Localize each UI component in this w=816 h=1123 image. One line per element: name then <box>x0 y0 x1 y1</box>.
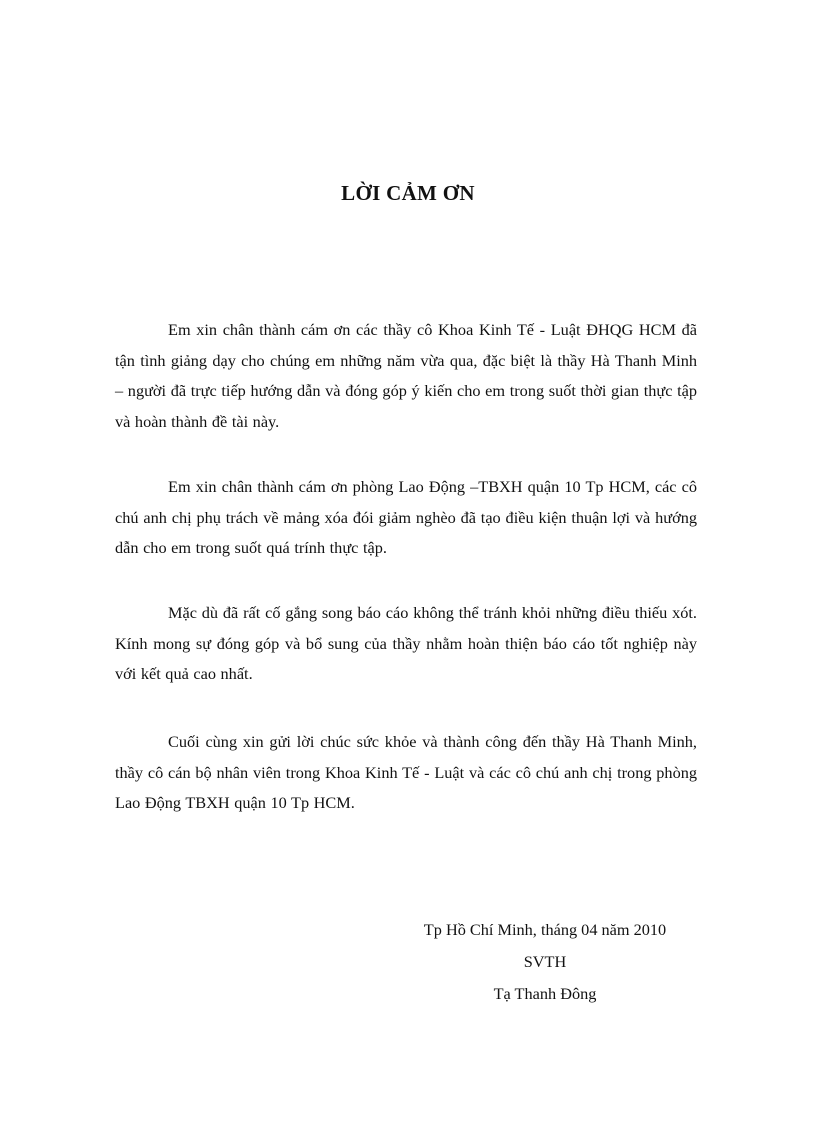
paragraph-closing-wishes: Cuối cùng xin gửi lời chúc sức khỏe và thành công đến thầy Hà Thanh Minh, thầy cô cán bộ nhân viên trong Khoa Kinh Tế - Luật và các cô chú anh chị trong phòng Lao Động TBXH quận 10 Tp HCM. <box>115 732 697 812</box>
signature-role: SVTH <box>523 952 567 971</box>
signature-block <box>395 914 695 1010</box>
paragraph-thanks-faculty: Em xin chân thành cám ơn các thầy cô Khoa Kinh Tế - Luật ĐHQG HCM đã tận tình giảng dạy cho chúng em những năm vừa qua, đặc biệt là thầy Hà Thanh Minh – người đã trực tiếp hướng dẫn và đóng góp ý kiến cho em trong suốt thời gian thực tập và hoàn thành đề tài này. <box>115 320 697 431</box>
signature-name: Tạ Thanh Đông <box>493 984 597 1003</box>
paragraph-thanks-office: Em xin chân thành cám ơn phòng Lao Động –TBXH quận 10 Tp HCM, các cô chú anh chị phụ trách về mảng xóa đói giảm nghèo đã tạo điều kiện thuận lợi và hướng dẫn cho em trong suốt quá trính thực tập. <box>115 477 697 557</box>
page-title: LỜI CẢM ƠN <box>341 181 475 205</box>
paragraph-apology: Mặc dù đã rất cố gắng song báo cáo không thể tránh khỏi những điều thiếu xót. Kính mong sự đóng góp và bổ sung của thầy nhằm hoàn thiện báo cáo tốt nghiệp này với kết quả cao nhất. <box>115 603 697 683</box>
signature-place-date: Tp Hồ Chí Minh, tháng 04 năm 2010 <box>423 920 667 939</box>
